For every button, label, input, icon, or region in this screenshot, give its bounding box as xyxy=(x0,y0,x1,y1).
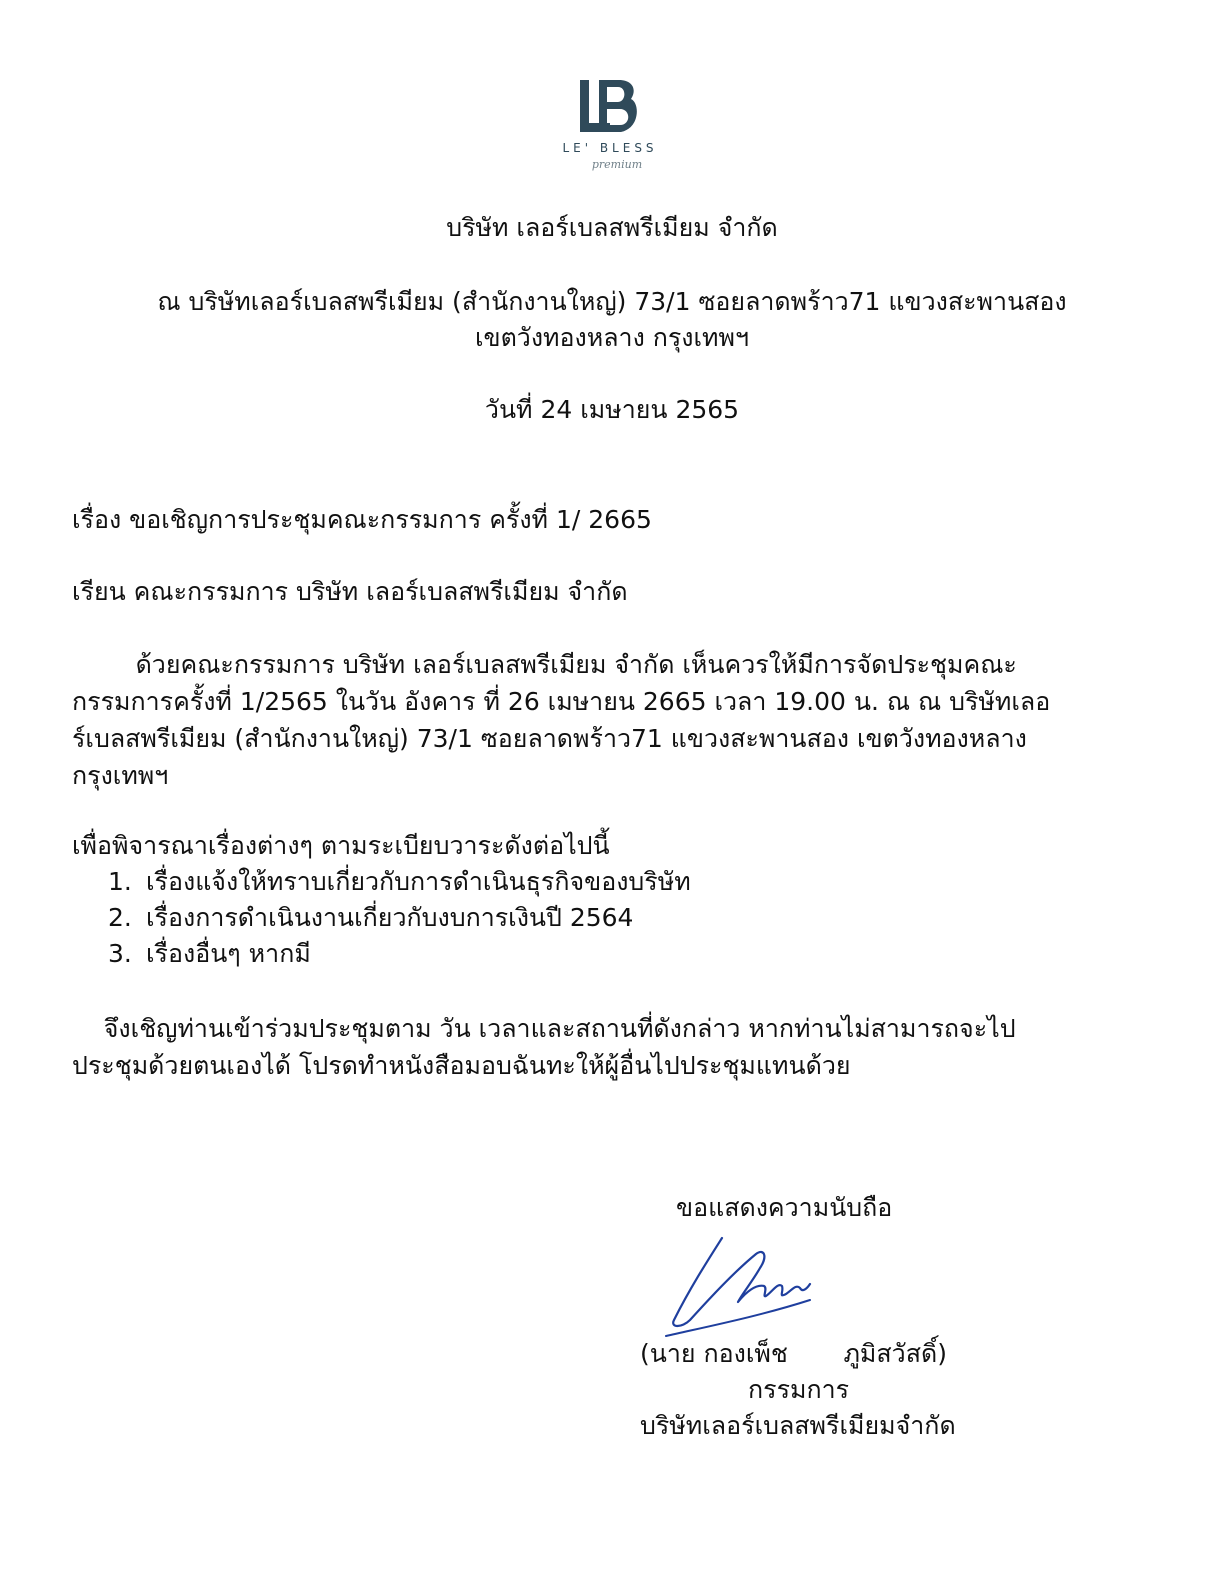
address-line-1: ณ บริษัทเลอร์เบลสพรีเมียม (สำนักงานใหญ่) 73/1 ซอยลาดพร้าว71 แขวงสะพานสอง xyxy=(157,287,1067,316)
handwritten-signature xyxy=(660,1232,830,1342)
agenda-item xyxy=(108,864,691,900)
agenda-list xyxy=(108,864,691,972)
body-line: ด้วยคณะกรรมการ บริษัท เลอร์เบลสพรีเมียม จำกัด เห็นควรให้มีการจัดประชุมคณะ xyxy=(72,650,1017,679)
agenda-item-text: เรื่องอื่นๆ หากมี xyxy=(146,939,311,968)
agenda-item xyxy=(108,900,691,936)
body-line: ร์เบลสพรีเมียม (สำนักงานใหญ่) 73/1 ซอยลาดพร้าว71 แขวงสะพานสอง เขตวังทองหลาง xyxy=(72,724,1027,753)
agenda-item-text: เรื่องการดำเนินงานเกี่ยวกับงบการเงินปี 2564 xyxy=(146,903,634,932)
agenda-item-number: 2. xyxy=(108,903,132,932)
agenda-intro: เพื่อพิจารณาเรื่องต่างๆ ตามระเบียบวาระดังต่อไปนี้ xyxy=(72,831,610,860)
logo-brand-text: LE' BLESS xyxy=(562,141,658,155)
agenda-item-number: 3. xyxy=(108,939,132,968)
agenda-item xyxy=(108,936,691,972)
agenda-item-text: เรื่องแจ้งให้ทราบเกี่ยวกับการดำเนินธุรกิจของบริษัท xyxy=(146,867,691,896)
letter-date: วันที่ 24 เมษายน 2565 xyxy=(484,395,740,424)
body-paragraph xyxy=(72,646,1162,794)
closing-regards: ขอแสดงความนับถือ xyxy=(676,1193,893,1222)
signatory-name: (นาย กองเพ็ช ภูมิสวัสดิ์) xyxy=(640,1339,947,1368)
letter-subject: เรื่อง ขอเชิญการประชุมคณะกรรมการ ครั้งที่ 1/ 2665 xyxy=(72,505,652,534)
agenda-item-number: 1. xyxy=(108,867,132,896)
signature-icon xyxy=(660,1232,830,1342)
closing-line: ประชุมด้วยตนเองได้ โปรดทำหนังสือมอบฉันทะให้ผู้อื่นไปประชุมแทนด้วย xyxy=(72,1051,851,1080)
address-line-2: เขตวังทองหลาง กรุงเทพฯ xyxy=(474,323,750,352)
closing-paragraph xyxy=(72,1010,1162,1084)
company-logo xyxy=(545,72,675,182)
signatory-position: กรรมการ xyxy=(748,1375,850,1404)
closing-line: จึงเชิญท่านเข้าร่วมประชุมตาม วัน เวลาและสถานที่ดังกล่าว หากท่านไม่สามารถจะไป xyxy=(72,1014,1016,1043)
logo-tagline-text: premium xyxy=(591,158,643,171)
signatory-company: บริษัทเลอร์เบลสพรีเมียมจำกัด xyxy=(640,1411,956,1440)
company-name-heading: บริษัท เลอร์เบลสพรีเมียม จำกัด xyxy=(446,213,778,242)
body-line: กรรมการครั้งที่ 1/2565 ในวัน อังคาร ที่ 26 เมษายน 2665 เวลา 19.00 น. ณ ณ บริษัทเลอ xyxy=(72,687,1051,716)
letter-recipient: เรียน คณะกรรมการ บริษัท เลอร์เบลสพรีเมียม จำกัด xyxy=(72,577,628,606)
lb-monogram-icon xyxy=(545,72,675,182)
body-line: กรุงเทพฯ xyxy=(72,761,169,790)
